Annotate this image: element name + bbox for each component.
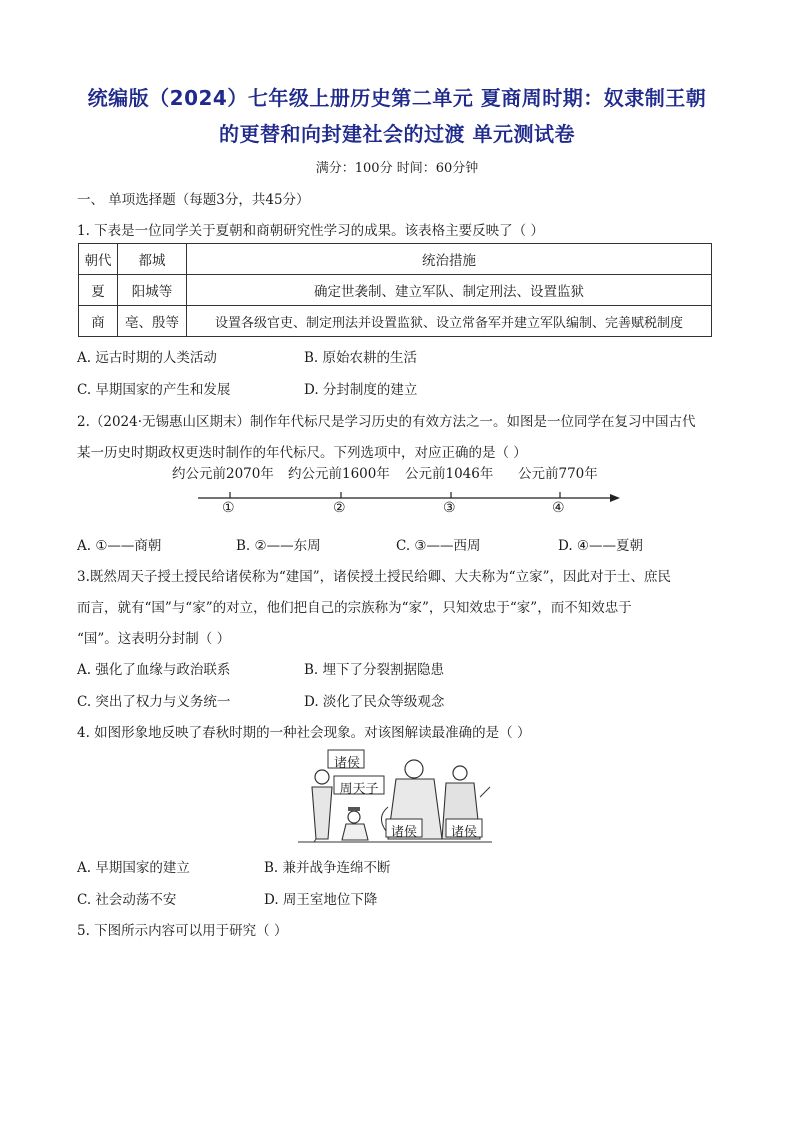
timeline-label: 约公元前2070年 (172, 466, 274, 482)
q3-option-b[interactable]: B. 埋下了分裂割据隐患 (304, 662, 445, 678)
timeline-label: 公元前770年 (518, 466, 598, 482)
timeline-marker: ② (333, 500, 346, 516)
table-header-cell: 朝代 (79, 244, 118, 275)
timeline-label: 公元前1046年 (405, 466, 494, 482)
q1-stem: 1. 下表是一位同学关于夏朝和商朝研究性学习的成果。该表格主要反映了（ ） (77, 223, 544, 239)
q1-option-a[interactable]: A. 远古时期的人类活动 (77, 350, 217, 366)
document-title-line2: 的更替和向封建社会的过渡 单元测试卷 (219, 122, 575, 146)
exam-info: 满分：100分 时间：60分钟 (315, 161, 479, 176)
q1-option-b[interactable]: B. 原始农耕的生活 (304, 350, 418, 366)
q3-stem-line2: 而言，就有“国”与“家”的对立，他们把自己的宗族称为“家”，只知效忠于“家”，而不知效忠于 (77, 600, 632, 616)
timeline-marker: ④ (552, 500, 565, 516)
table-row (79, 306, 712, 337)
timeline-marker: ③ (443, 500, 456, 516)
table-cell: 设置各级官吏、制定刑法并设置监狱、设立常备军并建立军队编制、完善赋税制度 (187, 306, 712, 337)
q1-option-c[interactable]: C. 早期国家的产生和发展 (77, 382, 231, 398)
cartoon-label-zhoutianzi: 周天子 (339, 782, 379, 797)
q3-option-a[interactable]: A. 强化了血缘与政治联系 (77, 662, 231, 678)
q4-cartoon (296, 747, 496, 847)
document-title-line1: 统编版（2024）七年级上册历史第二单元 夏商周时期：奴隶制王朝 (87, 86, 707, 110)
q4-option-c[interactable]: C. 社会动荡不安 (77, 892, 177, 908)
q2-option-c[interactable]: C. ③——西周 (396, 538, 481, 554)
q3-option-d[interactable]: D. 淡化了民众等级观念 (304, 694, 445, 710)
table-cell: 夏 (79, 275, 118, 306)
q2-stem-line1: 2.（2024·无锡惠山区期末）制作年代标尺是学习历史的有效方法之一。如图是一位同学在复习中国古代 (77, 414, 696, 430)
section-heading: 一、 单项选择题（每题3分，共45分） (77, 192, 310, 208)
q2-option-b[interactable]: B. ②——东周 (236, 538, 321, 554)
table-header-cell: 统治措施 (187, 244, 712, 275)
cartoon-label-zhuhou: 诸侯 (450, 825, 477, 840)
q4-stem: 4. 如图形象地反映了春秋时期的一种社会现象。对该图解读最准确的是（ ） (77, 725, 531, 741)
q4-option-d[interactable]: D. 周王室地位下降 (264, 892, 378, 908)
q4-option-b[interactable]: B. 兼并战争连绵不断 (264, 860, 391, 876)
table-cell: 确定世袭制、建立军队、制定刑法、设置监狱 (187, 275, 712, 306)
table-cell: 亳、殷等 (118, 306, 187, 337)
q1-table (78, 243, 712, 337)
table-cell: 阳城等 (118, 275, 187, 306)
q2-option-a[interactable]: A. ①——商朝 (77, 538, 162, 554)
q4-option-a[interactable]: A. 早期国家的建立 (77, 860, 190, 876)
table-header-cell: 都城 (118, 244, 187, 275)
cartoon-label-zhuhou: 诸侯 (333, 756, 360, 771)
timeline-label: 约公元前1600年 (288, 466, 390, 482)
q3-stem-line3: “国”。这表明分封制（ ） (77, 631, 231, 647)
table-row (79, 275, 712, 306)
q3-stem-line1: 3.既然周天子授土授民给诸侯称为“建国”，诸侯授土授民给卿、大夫称为“立家”，因此对于士、庶民 (77, 569, 671, 585)
cartoon-label-zhuhou: 诸侯 (390, 825, 417, 840)
table-header-row (79, 244, 712, 275)
q3-option-c[interactable]: C. 突出了权力与义务统一 (77, 694, 231, 710)
table-cell: 商 (79, 306, 118, 337)
timeline-marker: ① (222, 500, 235, 516)
q2-stem-line2: 某一历史时期政权更迭时制作的年代标尺。下列选项中，对应正确的是（ ） (77, 445, 527, 461)
q2-option-d[interactable]: D. ④——夏朝 (558, 538, 644, 554)
q1-option-d[interactable]: D. 分封制度的建立 (304, 382, 418, 398)
q5-stem: 5. 下图所示内容可以用于研究（ ） (77, 923, 288, 939)
q2-timeline (160, 462, 630, 526)
